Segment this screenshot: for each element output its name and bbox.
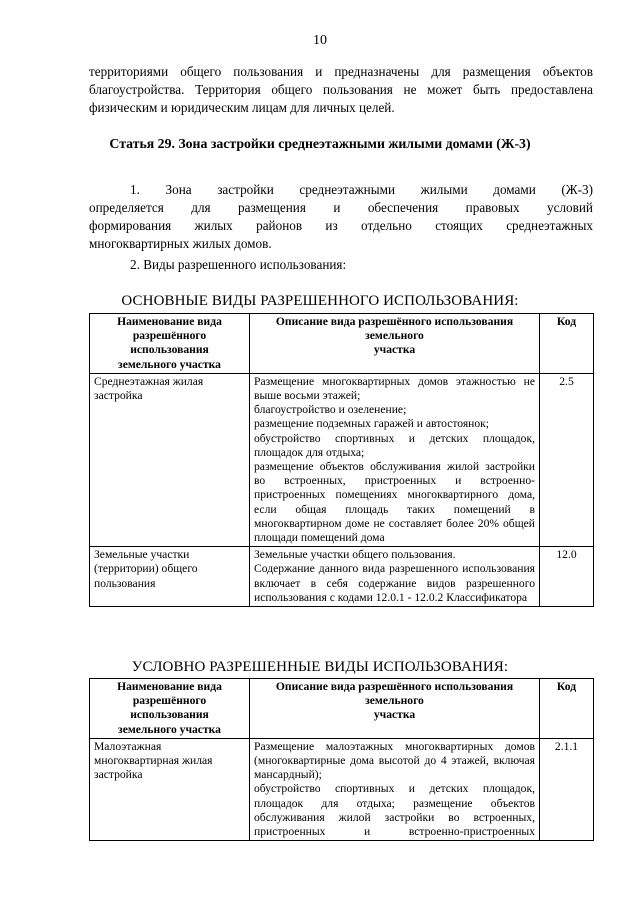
header-text: земельного: [365, 329, 424, 343]
description-line: Размещение многоквартирных домов этажностью не выше восьми этажей;: [254, 374, 535, 403]
row-name: Среднеэтажная жилая застройка: [90, 373, 250, 546]
header-text: Наименование вида: [117, 315, 222, 328]
description-line: благоустройство и озеленение;: [254, 403, 407, 417]
row-name: Земельные участки (территории) общего пользования: [90, 547, 250, 607]
page-number: 10: [313, 33, 327, 48]
intro-line: физическим и юридическим лицам для личных целей.: [89, 100, 395, 115]
row-name: Малоэтажная многоквартирная жилая застройка: [90, 738, 250, 840]
header-text: использования: [130, 708, 209, 722]
header-name: [90, 679, 250, 739]
header-code: Код: [540, 314, 594, 374]
main-uses-table: [89, 313, 594, 607]
row-description: [250, 738, 540, 840]
description-line: обустройство спортивных и детских площадок, площадок для отдыха; размещение объектов обслуживания жилой застройки во встроенных, пристроенных и встроенно-пристроенных: [254, 782, 535, 839]
header-description: [250, 314, 540, 374]
table-row: [90, 373, 594, 546]
description-line: Содержание данного вида разрешенного использования включает в себя содержание видов разрешенного использования с кодами 12.0.1 - 12.0.2 Классификатора: [254, 562, 535, 604]
paragraph-line: 1. Зона застройки среднеэтажными жилыми домами (Ж-3): [130, 182, 593, 197]
conditional-uses-table: [89, 678, 594, 841]
main-table-caption: ОСНОВНЫЕ ВИДЫ РАЗРЕШЕННОГО ИСПОЛЬЗОВАНИЯ:: [121, 293, 519, 309]
description-line: размещение подземных гаражей и автостоянок;: [254, 417, 490, 431]
table-row: [90, 738, 594, 840]
row-description: [250, 373, 540, 546]
header-text: разрешённого: [132, 694, 207, 708]
header-text: участка: [373, 708, 416, 722]
header-text: земельного участка: [118, 722, 221, 736]
paragraph-line: формирования жилых районов из отдельно стоящих среднеэтажных: [89, 218, 593, 233]
row-code: 12.0: [540, 547, 594, 607]
intro-line: благоустройства. Территория общего пользования не может быть предоставлена: [89, 82, 593, 97]
paragraph-line: определяется для размещения и обеспечения правовых условий: [89, 200, 593, 215]
header-text: Описание вида разрешённого использования: [275, 315, 514, 328]
header-text: разрешённого: [132, 329, 207, 343]
header-text: участка: [373, 343, 416, 357]
header-code: Код: [540, 679, 594, 739]
table-header-row: [90, 679, 594, 739]
header-text: Наименование вида: [117, 680, 222, 693]
article-heading: Статья 29. Зона застройки среднеэтажными жилыми домами (Ж-3): [109, 136, 531, 151]
description-line: Размещение малоэтажных многоквартирных домов (многоквартирные дома высотой до 4 этажей, включая мансардный);: [254, 739, 535, 782]
header-text: земельного участка: [118, 357, 221, 371]
description-line: обустройство спортивных и детских площадок, площадок для отдыха;: [254, 431, 535, 459]
row-code: 2.1.1: [540, 738, 594, 840]
header-description: [250, 679, 540, 739]
header-name: [90, 314, 250, 374]
row-description: [250, 547, 540, 607]
row-code: 2.5: [540, 373, 594, 546]
description-line: размещение объектов обслуживания жилой застройки во встроенных, пристроенных и встроенно-пристроенных помещениях многоквартирного дома, если общая площадь таких помещений в многоквартирном доме не составляет более 20% общей площади помещений дома: [254, 460, 535, 545]
description-line: Земельные участки общего пользования.: [254, 548, 456, 562]
header-text: использования: [130, 343, 209, 357]
intro-line: территориями общего пользования и предназначены для размещения объектов: [89, 64, 593, 79]
paragraph-line: многоквартирных жилых домов.: [89, 236, 272, 251]
header-text: Описание вида разрешённого использования: [275, 680, 514, 693]
paragraph-2: 2. Виды разрешенного использования:: [130, 257, 347, 272]
table-row: [90, 547, 594, 607]
header-text: земельного: [365, 694, 424, 708]
conditional-table-caption: УСЛОВНО РАЗРЕШЕННЫЕ ВИДЫ ИСПОЛЬЗОВАНИЯ:: [131, 659, 509, 675]
table-header-row: [90, 314, 594, 374]
